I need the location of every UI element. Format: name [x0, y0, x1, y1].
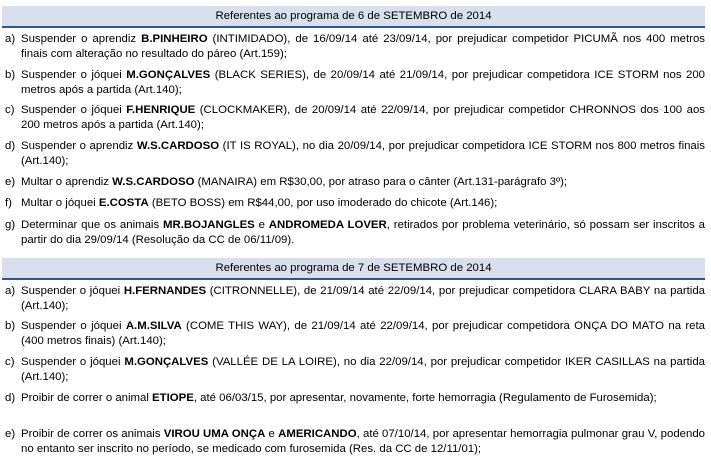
text-run: (CITRONNELLE), de 21/09/14 até 22/09/14, por prejudicar competidora CLARA BABY na partida (Art.140); [21, 285, 706, 312]
list-item [5, 319, 705, 348]
bold-name: H.FERNANDES [123, 285, 207, 297]
list-item [5, 284, 705, 313]
item-text [21, 284, 705, 313]
text-run: Suspender o jóquei [21, 69, 127, 81]
list-item [5, 139, 705, 168]
item-text [21, 68, 705, 97]
text-run: (COME THIS WAY), de 21/09/14 até 22/09/14, por prejudicar competidora ONÇA DO MATO na reta (400 metros finais) (Art.140); [21, 320, 705, 347]
text-run: Proibir de correr os animais [21, 428, 164, 440]
list-item [5, 175, 705, 190]
item-letter: e) [5, 428, 16, 440]
text-run: Suspender o aprendiz [21, 140, 137, 152]
item-text [21, 355, 705, 384]
text-run: Suspender o jóquei [21, 320, 126, 332]
list-item [5, 68, 705, 97]
item-letter: a) [5, 285, 16, 297]
item-text [21, 391, 705, 406]
text-run: , até 07/10/14, por apresentar hemorragia pulmonar grau V, podendo no entanto ser inscrito no período, se medicado com furosemida (Res. da CC de 12/11/01); [21, 428, 705, 455]
item-letter: b) [5, 69, 16, 81]
bold-name: B.PINHEIRO [141, 33, 208, 45]
item-letter: a) [5, 33, 16, 45]
list-item [5, 218, 705, 247]
list-item [5, 103, 705, 132]
bold-name: M.GONÇALVES [126, 69, 211, 81]
list-item [5, 391, 705, 406]
text-run: Multar o jóquei [21, 197, 99, 209]
item-letter: b) [5, 320, 16, 332]
list-item [5, 355, 705, 384]
list-item [5, 32, 705, 61]
bold-name: A.M.SILVA [125, 320, 182, 332]
text-run: , até 06/03/15, por apresentar, novamente, forte hemorragia (Regulamento de Furosemida); [193, 392, 657, 404]
item-text [21, 427, 705, 456]
text-run: e [254, 219, 269, 231]
text-run: (BLACK SERIES), de 20/09/14 até 21/09/14, por prejudicar competidora ICE STORM nos 200 metros após a partida (Art.140); [21, 69, 705, 96]
bold-name: W.S.CARDOSO [136, 140, 220, 152]
item-letter: g) [5, 219, 16, 231]
bold-name: ANDROMEDA LOVER [268, 219, 387, 231]
bold-name: MR.BOJANGLES [163, 219, 255, 231]
bold-name: W.S.CARDOSO [112, 176, 195, 188]
text-run: , retirados por problema veterinário, só possam ser inscritos a partir do dia 29/09/14 (Resolução da CC de 06/11/09). [21, 219, 705, 246]
text-run: Determinar que os animais [21, 219, 163, 231]
item-letter: f) [5, 197, 12, 209]
item-letter: e) [5, 176, 16, 188]
bold-name: F.HENRIQUE [126, 104, 196, 116]
list-item [5, 196, 705, 211]
bold-name: ETIOPE [152, 392, 194, 404]
text-run: (VALLÉE DE LA LOIRE), no dia 22/09/14, por prejudicar competidor IKER CASILLAS na partida (Art.140); [21, 356, 705, 383]
item-text [21, 196, 705, 211]
text-run: (INTIMIDADO), de 16/09/14 até 23/09/14, por prejudicar competidor PICUMÃ nos 400 metros finais com alteração no resultado do páreo (Art.159); [21, 33, 705, 60]
section-header-7-setembro: Referentes ao programa de 7 de SETEMBRO de 2014 [2, 258, 705, 280]
item-text [21, 218, 705, 247]
item-letter: c) [5, 356, 15, 368]
text-run: (BETO BOSS) em R$44,00, por uso imoderado do chicote (Art.146); [148, 197, 498, 209]
item-text [21, 139, 705, 168]
text-run: Suspender o jóquei [21, 285, 124, 297]
text-run: Multar o aprendiz [21, 176, 113, 188]
item-text [21, 175, 705, 190]
item-text [21, 103, 705, 132]
text-run: e [265, 428, 279, 440]
text-run: (IT IS ROYAL), no dia 20/09/14, por prejudicar competidora ICE STORM nos 800 metros finais (Art.140); [21, 140, 705, 167]
item-letter: d) [5, 392, 16, 404]
text-run: (MANAIRA) em R$30,00, por atraso para o cânter (Art.131-parágrafo 3º); [194, 176, 568, 188]
item-text [21, 32, 705, 61]
text-run: Suspender o jóquei [21, 356, 125, 368]
item-letter: d) [5, 140, 16, 152]
section-header-6-setembro: Referentes ao programa de 6 de SETEMBRO de 2014 [2, 6, 705, 28]
list-item [5, 427, 705, 456]
bold-name: AMERICANDO [278, 428, 357, 440]
bold-name: E.COSTA [98, 197, 149, 209]
item-text [21, 319, 705, 348]
item-letter: c) [5, 104, 15, 116]
text-run: Suspender o aprendiz [21, 33, 142, 45]
bold-name: VIROU UMA ONÇA [163, 428, 266, 440]
text-run: Suspender o jóquei [21, 104, 127, 116]
text-run: Proibir de correr o animal [21, 392, 153, 404]
bold-name: M.GONÇALVES [124, 356, 209, 368]
text-run: (CLOCKMAKER), de 20/09/14 até 22/09/14, por prejudicar competidor CHRONNOS dos 100 aos 200 metros após a partida (Art.140); [21, 104, 705, 131]
